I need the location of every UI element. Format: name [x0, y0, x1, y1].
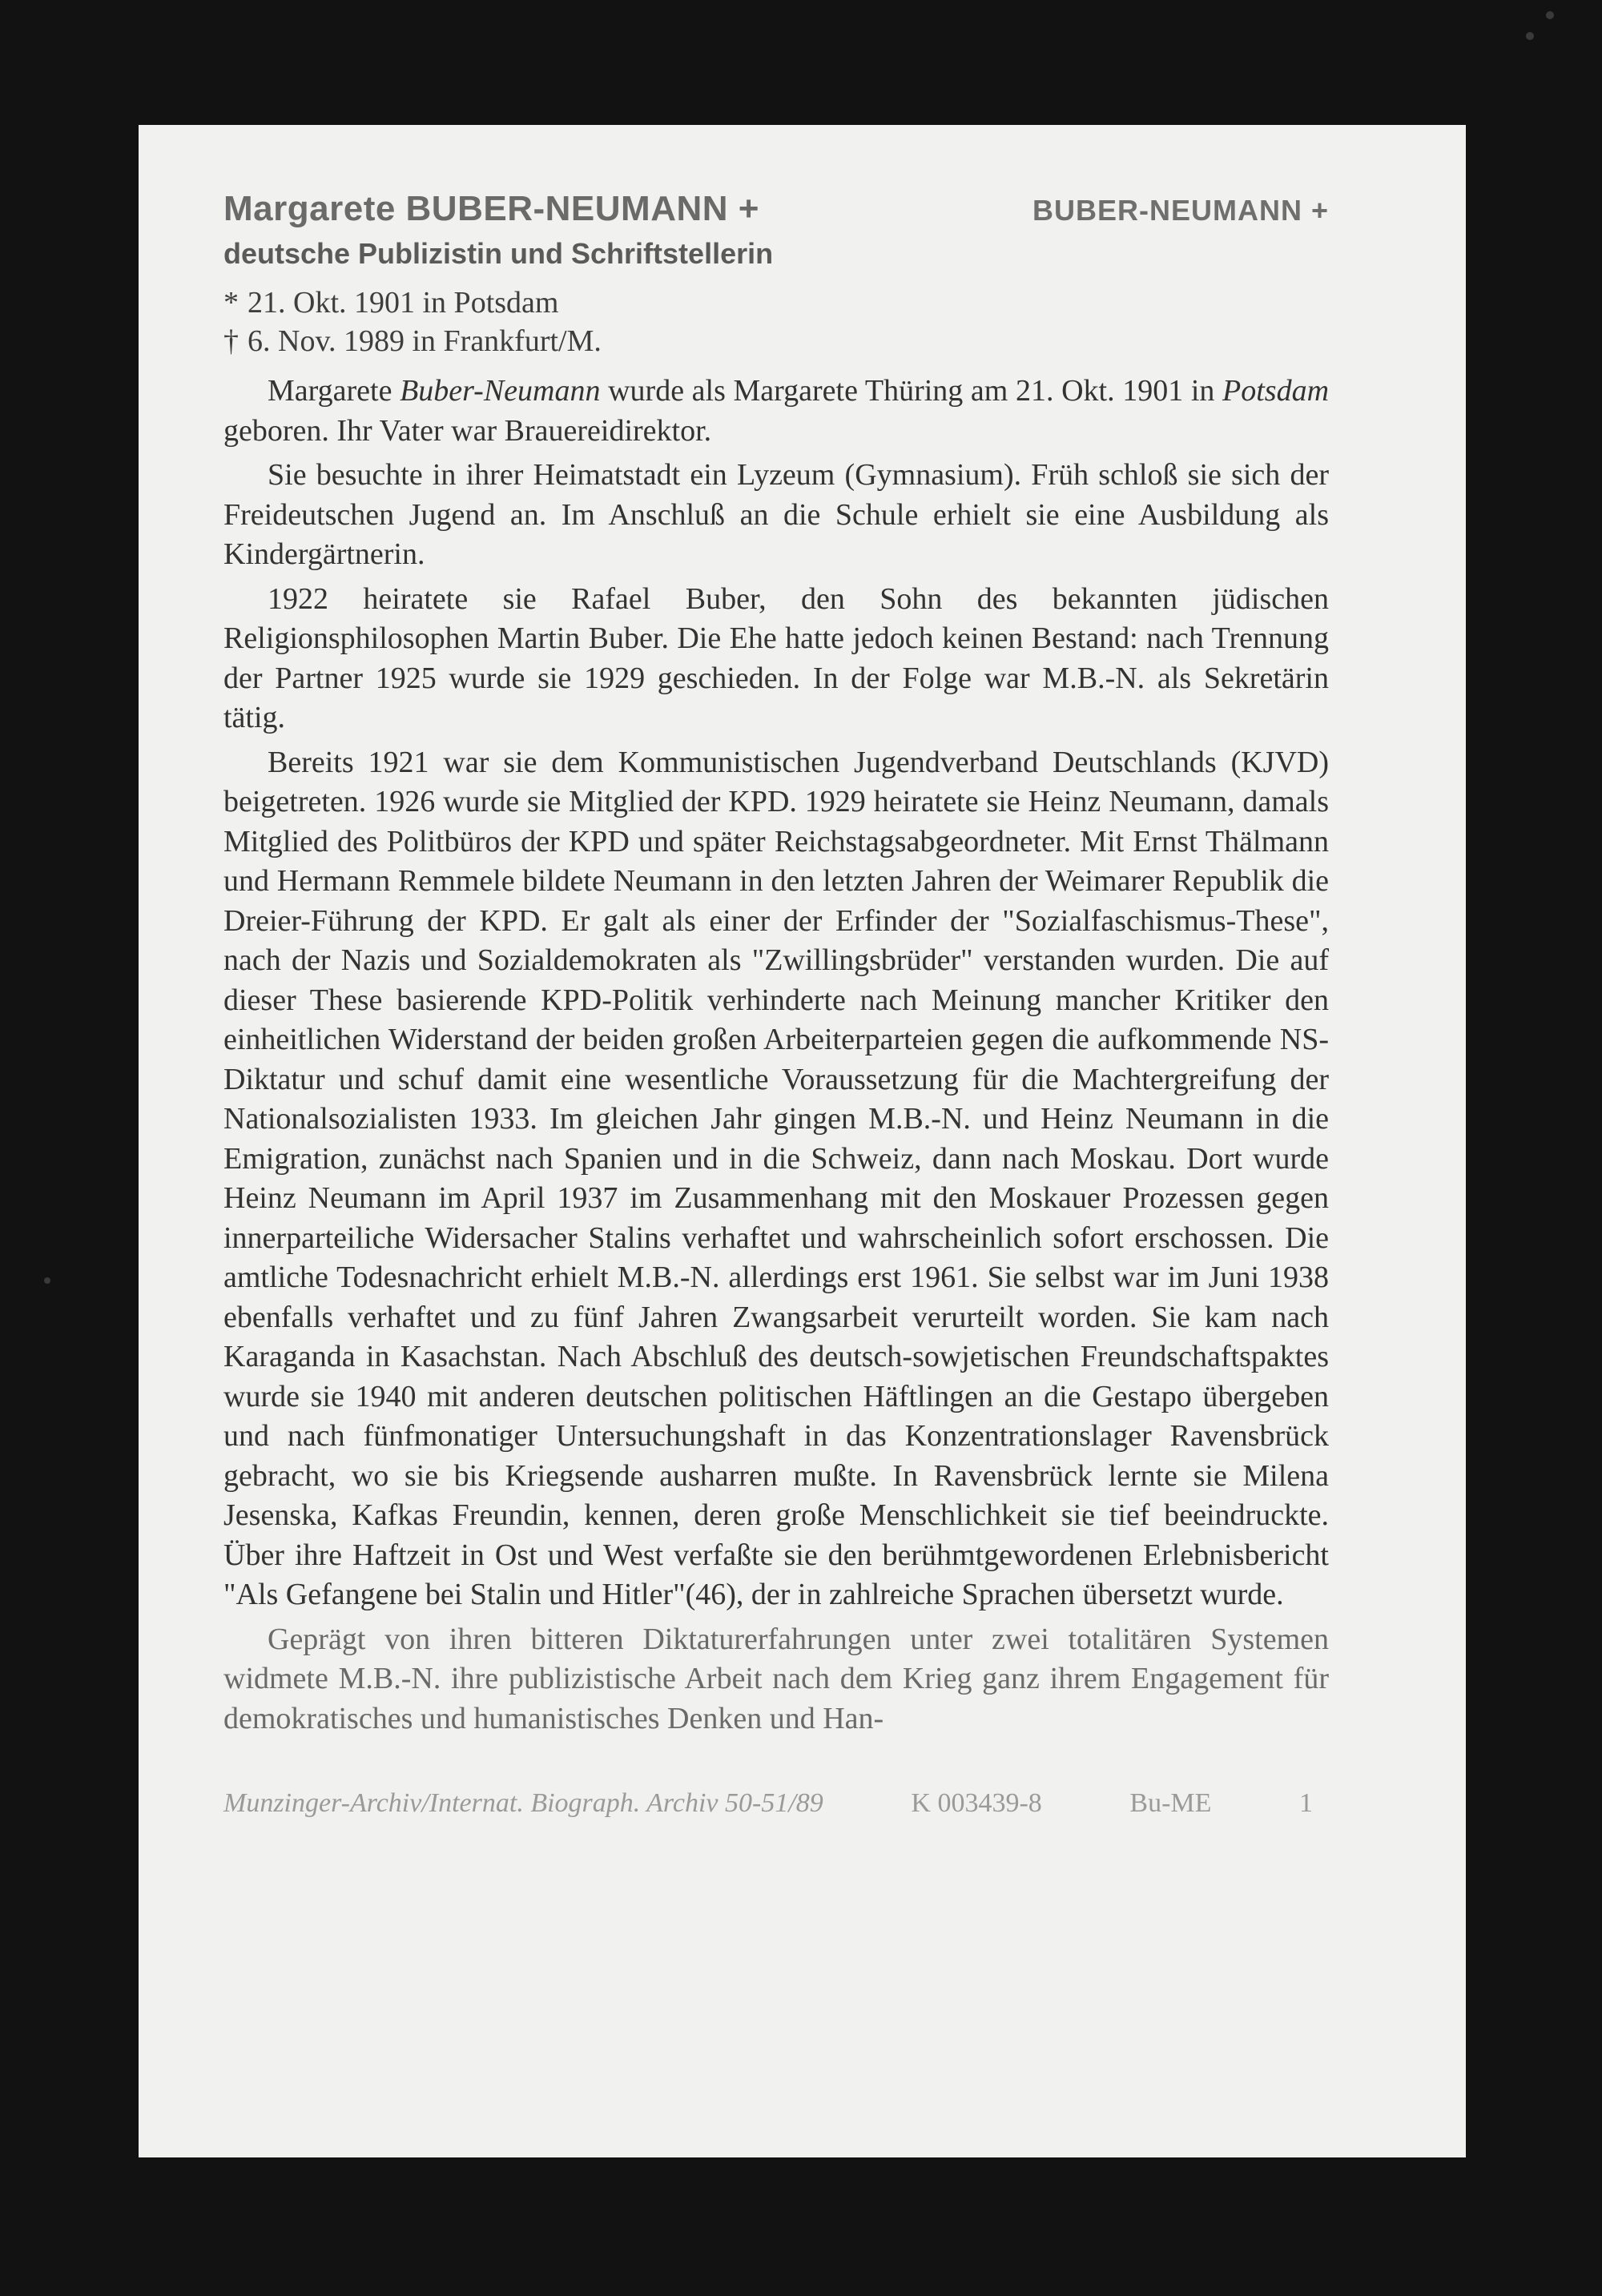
- life-dates: [223, 283, 1329, 360]
- birth-symbol: *: [223, 286, 239, 320]
- scan-dot-left: [44, 1277, 50, 1284]
- footer-page: 1: [1299, 1788, 1313, 1818]
- footer-code: K 003439-8: [911, 1788, 1042, 1818]
- document-content: [223, 189, 1329, 1819]
- paragraph-3: 1922 heiratete sie Rafael Buber, den Sohn des bekannten jüdischen Religionsphilosophen Martin Buber. Die Ehe hatte jedoch keinen Bestand: nach Trennung der Partner 1925 wurde sie 1929 geschieden. In der Folge war M.B.-N. als Sekretärin tätig.: [223, 581, 1329, 734]
- subtitle: deutsche Publizistin und Schriftstellerin: [223, 237, 774, 270]
- scan-dot-top-right: [1546, 11, 1554, 19]
- archive-sheet: [139, 125, 1466, 2157]
- death-date: 6. Nov. 1989 in Frankfurt/M.: [248, 324, 602, 358]
- header: [223, 189, 1329, 229]
- footer-source: Munzinger-Archiv/Internat. Biograph. Archiv 50-51/89: [223, 1788, 823, 1818]
- paragraph-2: Sie besuchte in ihrer Heimatstadt ein Lyzeum (Gymnasium). Früh schloß sie sich der Freideutschen Jugend an. Im Anschluß an die Schule erhielt sie eine Ausbildung als Kindergärtnerin.: [223, 458, 1329, 571]
- paragraph-5: Geprägt von ihren bitteren Diktaturerfahrungen unter zwei totalitären Systemen widmete M.B.-N. ihre publizistische Arbeit nach dem Krieg ganz ihrem Engagement für demokratisches und humanistisches Denken und Han-: [223, 1622, 1329, 1735]
- scan-dot-top-right-2: [1526, 32, 1534, 40]
- death-line: [223, 322, 1329, 360]
- death-symbol: †: [223, 324, 239, 358]
- paragraph-4: Bereits 1921 war sie dem Kommunistischen Jugendverband Deutschlands (KJVD) beigetreten. 1926 wurde sie Mitglied der KPD. 1929 heiratete sie Heinz Neumann, damals Mitglied des Politbüros der KPD und später Reichstagsabgeordneter. Mit Ernst Thälmann und Hermann Remmele bildete Neumann in den letzten Jahren der Weimarer Republik die Dreier-Führung der KPD. Er galt als einer der Erfinder der "Sozialfaschismus-These", nach der Nazis und Sozialdemokraten als "Zwillingsbrüder" verstanden wurden. Die auf dieser These basierende KPD-Politik verhinderte nach Meinung mancher Kritiker den einheitlichen Widerstand der beiden großen Arbeiterparteien gegen die aufkommende NS-Diktatur und schuf damit eine wesentliche Voraussetzung für die Machtergreifung der Nationalsozialisten 1933. Im gleichen Jahr gingen M.B.-N. und Heinz Neumann in die Emigration, zunächst nach Spanien und in die Schweiz, dann nach Moskau. Dort wurde Heinz Neumann im April 1937 im Zusammenhang mit den Moskauer Prozessen gegen innerparteiliche Widersacher Stalins verhaftet und wahrscheinlich sofort erschossen. Die amtliche Todesnachricht erhielt M.B.-N. allerdings erst 1961. Sie selbst war im Juni 1938 ebenfalls verhaftet und zu fünf Jahren Zwangsarbeit verurteilt worden. Sie kam nach Karaganda in Kasachstan. Nach Abschluß des deutsch-sowjetischen Freundschaftspaktes wurde sie 1940 mit anderen deutschen politischen Häftlingen an die Gestapo übergeben und nach fünfmonatiger Untersuchungshaft in das Konzentrationslager Ravensbrück gebracht, wo sie bis Kriegsende ausharren mußte. In Ravensbrück lernte sie Milena Jesenska, Kafkas Freundin, kennen, deren große Menschlichkeit sie tief beeindruckte. Über ihre Haftzeit in Ost und West verfaßte sie den berühmtgewordenen Erlebnisbericht "Als Gefangene bei Stalin und Hitler"(46), der in zahlreiche Sprachen übersetzt wurde.: [223, 745, 1329, 1611]
- paragraph-1: [223, 372, 1329, 451]
- p1-text-a: Margarete: [268, 374, 400, 408]
- header-title: Margarete BUBER-NEUMANN +: [223, 189, 759, 228]
- p1-text-c: wurde als Margarete Thüring am 21. Okt. 1901 in: [600, 374, 1223, 408]
- header-right-name: BUBER-NEUMANN +: [1032, 194, 1329, 227]
- birth-line: [223, 283, 1329, 322]
- footer: [223, 1788, 1313, 1819]
- p1-name-italic: Buber-Neumann: [400, 374, 601, 408]
- p1-text-e: geboren. Ihr Vater war Brauereidirektor.: [223, 413, 712, 448]
- footer-ref: Bu-ME: [1129, 1788, 1212, 1818]
- p1-place-italic: Potsdam: [1222, 374, 1330, 408]
- birth-date: 21. Okt. 1901 in Potsdam: [248, 286, 559, 320]
